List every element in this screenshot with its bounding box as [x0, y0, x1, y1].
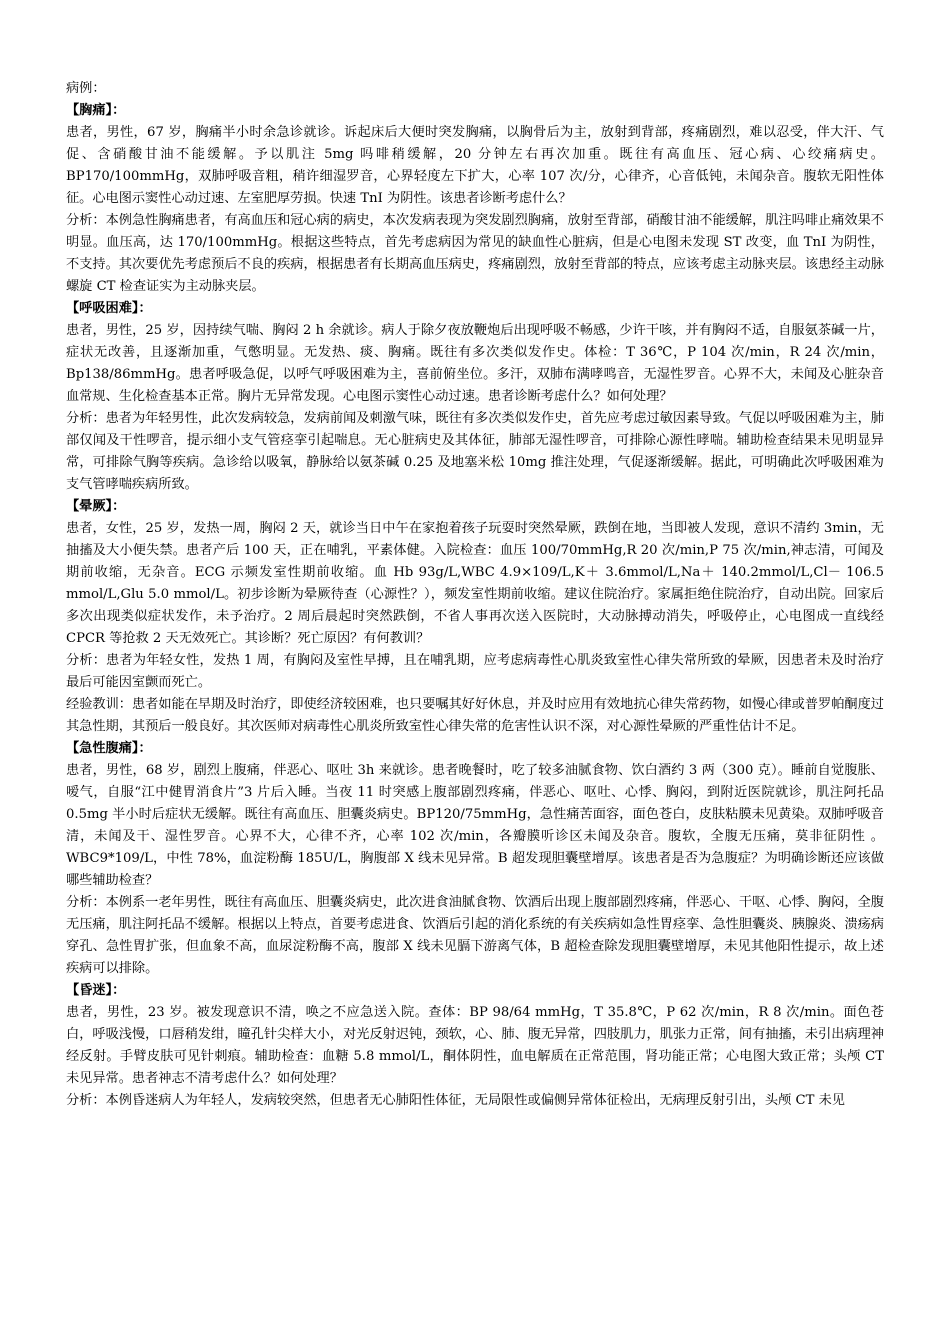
case-analysis: 分析：患者为年轻男性，此次发病较急，发病前闻及刺激气味，既往有多次类似发作史，首先应考虑过敏因素导致。气促以呼吸困难为主，肺部仅闻及干性啰音，提示细小支气管痉挛引起喘息。无心脏病史及其体征，肺部无湿性啰音，可排除心源性哮喘。辅助检查结果未见明显异常，可排除气胸等疾病。急诊给以吸氧，静脉给以氨茶碱 0.25 及地塞米松 10mg 推注处理，气促逐渐缓解。据此，可明确此次呼吸困难为支气管哮喘疾病所致。: [66, 411, 884, 492]
case-analysis: 分析：本例昏迷病人为年轻人，发病较突然，但患者无心肺阳性体征，无局限性或偏侧异常体征检出，无病理反射引出，头颅 CT 未见: [66, 1093, 845, 1108]
case-analysis: 分析：本例急性胸痛患者，有高血压和冠心病的病史，本次发病表现为突发剧烈胸痛，放射至背部，硝酸甘油不能缓解，肌注吗啡止痛效果不明显。血压高，达 170/100mmHg。根据这些特点，首先考虑病因为常见的缺血性心脏病，但是心电图未发现 ST 改变，血 TnI 为阴性，不支持。其次要优先考虑预后不良的疾病，根据患者有长期高血压病史，疼痛剧烈，放射至背部的特点，应该考虑主动脉夹层。该患经主动脉螺旋 CT 检查证实为主动脉夹层。: [66, 213, 884, 294]
section-heading: 【晕厥】：: [66, 499, 126, 514]
section-heading: 【胸痛】：: [66, 103, 126, 118]
case-lessons: 经验教训：患者如能在早期及时治疗，即使经济较困难，也只要嘱其好好休息，并及时应用有效地抗心律失常药物，如慢心律或普罗帕酮度过其急性期，其预后一般良好。其次医师对病毒性心肌炎所致室性心律失常的危害性认识不深，对心源性晕厥的严重性估计不足。: [66, 697, 884, 734]
section-syncope: [66, 496, 884, 738]
case-analysis: 分析：本例系一老年男性，既往有高血压、胆囊炎病史，此次进食油腻食物、饮酒后出现上腹部剧烈疼痛，伴恶心、干呕、心悸、胸闷，全腹无压痛，肌注阿托品不缓解。根据以上特点，首要考虑进食、饮酒后引起的消化系统的有关疾病如急性胃痉挛、急性胆囊炎、胰腺炎、溃疡病穿孔、急性胃扩张，但血象不高，血尿淀粉酶不高，腹部 X 线未见膈下游离气体，B 超检查除发现胆囊壁增厚，未见其他阳性提示，故上述疾病可以排除。: [66, 895, 884, 976]
case-description: 患者，男性，67 岁，胸痛半小时余急诊就诊。诉起床后大便时突发胸痛，以胸骨后为主，放射到背部，疼痛剧烈，难以忍受，伴大汗、气促、含硝酸甘油不能缓解。予以肌注 5mg 吗啡稍缓解，20 分钟左右再次加重。既往有高血压、冠心病、心绞痛病史。BP170/100mmHg，双肺呼吸音粗，稍许细湿罗音，心界轻度左下扩大，心率 107 次/分，心律齐，心音低钝，未闻杂音。腹软无阳性体征。心电图示窦性心动过速、左室肥厚劳损。快速 TnI 为阴性。该患者诊断考虑什么？: [66, 125, 884, 206]
section-heading: 【呼吸困难】：: [66, 301, 152, 316]
case-description: 患者，男性，23 岁。被发现意识不清，唤之不应急送入院。查体：BP 98/64 mmHg，T 35.8℃，P 62 次/min，R 8 次/min。面色苍白，呼吸浅慢，口唇稍发绀，瞳孔针尖样大小，对光反射迟钝，颈软，心、肺、腹无异常，四肢肌力，肌张力正常，间有抽搐，未引出病理神经反射。手臂皮肤可见针刺痕。辅助检查：血糖 5.8 mmol/L，酮体阴性，血电解质在正常范围，肾功能正常；心电图大致正常；头颅 CT 未见异常。患者神志不清考虑什么？如何处理？: [66, 1005, 884, 1086]
case-analysis: 分析：患者为年轻女性，发热 1 周，有胸闷及室性早搏，且在哺乳期，应考虑病毒性心肌炎致室性心律失常所致的晕厥，因患者未及时治疗最后可能因室颤而死亡。: [66, 653, 884, 690]
section-heading: 【急性腹痛】：: [66, 741, 152, 756]
section-coma: [66, 980, 884, 1112]
section-chest-pain: [66, 100, 884, 298]
section-dyspnea: [66, 298, 884, 496]
section-acute-abdominal-pain: [66, 738, 884, 980]
section-heading: 【昏迷】：: [66, 983, 126, 998]
case-description: 患者，男性，68 岁，剧烈上腹痛，伴恶心、呕吐 3h 来就诊。患者晚餐时，吃了较多油腻食物、饮白酒约 3 两（300 克）。睡前自觉腹胀、嗳气，自服“江中健胃消食片”3 片后入睡。当夜 11 时突感上腹部剧烈疼痛，伴恶心、呕吐、心悸、胸闷，到附近医院就诊，肌注阿托品 0.5mg 半小时后症状无缓解。既往有高血压、胆囊炎病史。BP120/75mmHg，急性痛苦面容，面色苍白，皮肤粘膜未见黄染。双肺呼吸音清，未闻及干、湿性罗音。心界不大，心律不齐，心率 102 次/min，各瓣膜听诊区未闻及杂音。腹软，全腹无压痛，莫非征阴性 。WBC9*109/L，中性 78%，血淀粉酶 185U/L，胸腹部 X 线未见异常。B 超发现胆囊壁增厚。该患者是否为急腹症？为明确诊断还应该做哪些辅助检查？: [66, 763, 884, 888]
document-title: 病例：: [66, 81, 106, 96]
case-description: 患者，男性，25 岁，因持续气喘、胸闷 2 h 余就诊。病人于除夕夜放鞭炮后出现呼吸不畅感，少许干咳，并有胸闷不适，自服氨茶碱一片，症状无改善，且逐渐加重，气憋明显。无发热、痰、胸痛。既往有多次类似发作史。体检：T 36℃，P 104 次/min，R 24 次/min，Bp138/86mmHg。患者呼吸急促，以呼气呼吸困难为主，喜前俯坐位。多汗，双肺布满哮鸣音，无湿性罗音。心界不大，未闻及心脏杂音血常规、生化检查基本正常。胸片无异常发现。心电图示窦性心动过速。患者诊断考虑什么？如何处理？: [66, 323, 884, 404]
document-page: [66, 78, 884, 1112]
case-description: 患者，女性，25 岁，发热一周，胸闷 2 天，就诊当日中午在家抱着孩子玩耍时突然晕厥，跌倒在地，当即被人发现，意识不清约 3min，无抽搐及大小便失禁。患者产后 100 天，正在哺乳，平素体健。入院检查：血压 100/70mmHg,R 20 次/min,P 75 次/min,神志清，可闻及期前收缩，无杂音。ECG 示频发室性期前收缩。血 Hb 93g/L,WBC 4.9×109/L,K＋ 3.6mmol/L,Na＋ 140.2mmol/L,Cl－ 106.5 mmol/L,Glu 5.0 mmol/L。初步诊断为晕厥待查（心源性？），频发室性期前收缩。建议住院治疗。家属拒绝住院治疗，自动出院。回家后多次出现类似症状发作，未予治疗。2 周后晨起时突然跌倒，不省人事再次送入医院时，大动脉搏动消失，呼吸停止，心电图成一直线经 CPCR 等抢救 2 天无效死亡。其诊断？死亡原因？有何教训？: [66, 521, 884, 646]
